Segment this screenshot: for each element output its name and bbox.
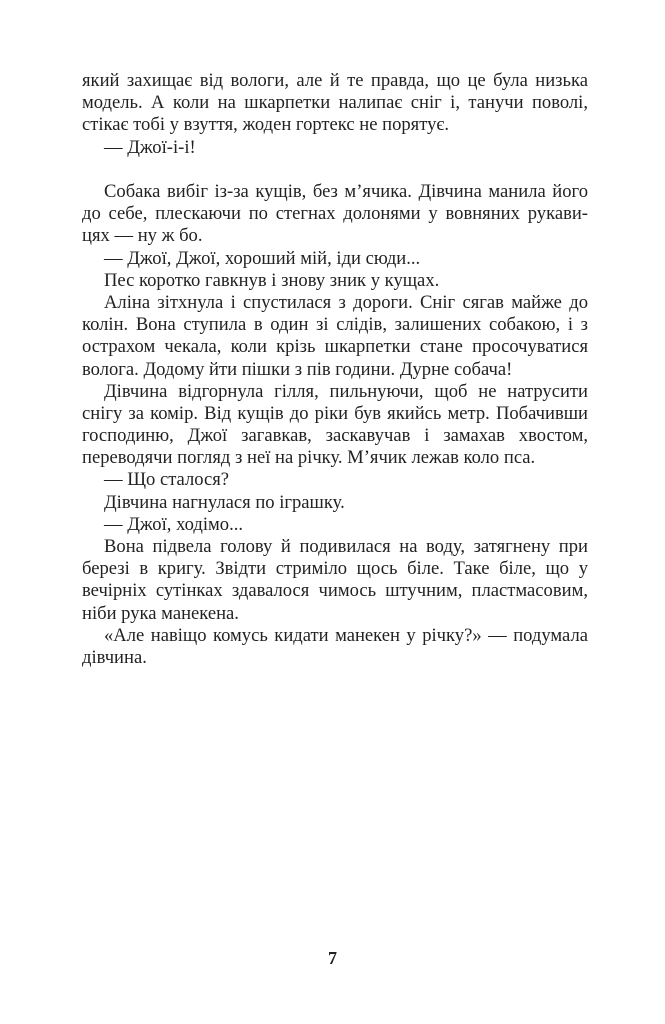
text-line: цях — ну ж бо. — [82, 225, 203, 247]
text-line: Аліна зітхнула і спустилася з дороги. Сніг сягав майже до — [104, 291, 588, 313]
text-line: Пес коротко гавкнув і знову зник у кущах. — [104, 269, 440, 291]
text-block-main — [82, 181, 588, 669]
text-line: переводячи погляд з неї на річку. М’ячик лежав коло пса. — [82, 447, 536, 469]
text-line: «Але навіщо комусь кидати манекен у річку?» — подумала — [104, 624, 588, 646]
text-line: волога. Додому йти пішки з пів години. Дурне собача! — [82, 358, 513, 380]
text-line: — Джої, ходімо... — [104, 513, 244, 535]
text-line: господиню, Джої загавкав, заскавучав і замахав хвостом, — [82, 425, 588, 447]
text-line: Вона підвела голову й подивилася на воду, затягнену при — [104, 536, 588, 557]
text-line: острахом чекала, коли крізь шкарпетки стане просочуватися — [82, 336, 588, 358]
text-line: — Джої, Джої, хороший мій, іди сюди... — [104, 247, 421, 269]
text-line: ніби рука манекена. — [82, 602, 239, 624]
text-line: стікає тобі у взуття, жоден гортекс не порятує. — [82, 114, 450, 136]
text-line: Собака вибіг із-за кущів, без м’ячика. Дівчина манила його — [104, 181, 588, 202]
text-line: дівчина. — [82, 646, 147, 668]
text-block-top — [82, 70, 588, 159]
text-line: вечірніх сутінках здавалося чимось штучним, пластмасовим, — [82, 580, 588, 602]
text-line: колін. Вона ступила в один зі слідів, залишених собакою, і з — [82, 314, 588, 336]
text-line: який захищає від вологи, але й те правда, що це була низька — [82, 70, 588, 91]
page-number: 7 — [328, 948, 337, 968]
text-line: модель. А коли на шкарпетки налипає сніг і, танучи поволі, — [82, 92, 588, 114]
text-line: Дівчина відгорнула гілля, пильнуючи, щоб не натрусити — [104, 380, 588, 402]
text-line: Дівчина нагнулася по іграшку. — [104, 491, 345, 513]
text-line: — Що сталося? — [104, 469, 230, 491]
text-line: снігу за комір. Від кущів до ріки був якийсь метр. Побачивши — [82, 402, 588, 424]
text-line: до себе, плескаючи по стегнах долонями у вовняних рукави- — [82, 203, 588, 225]
text-line: березі в кригу. Звідти стриміло щось біле. Таке біле, що у — [82, 558, 588, 580]
text-line: — Джої-і-і! — [104, 136, 196, 158]
